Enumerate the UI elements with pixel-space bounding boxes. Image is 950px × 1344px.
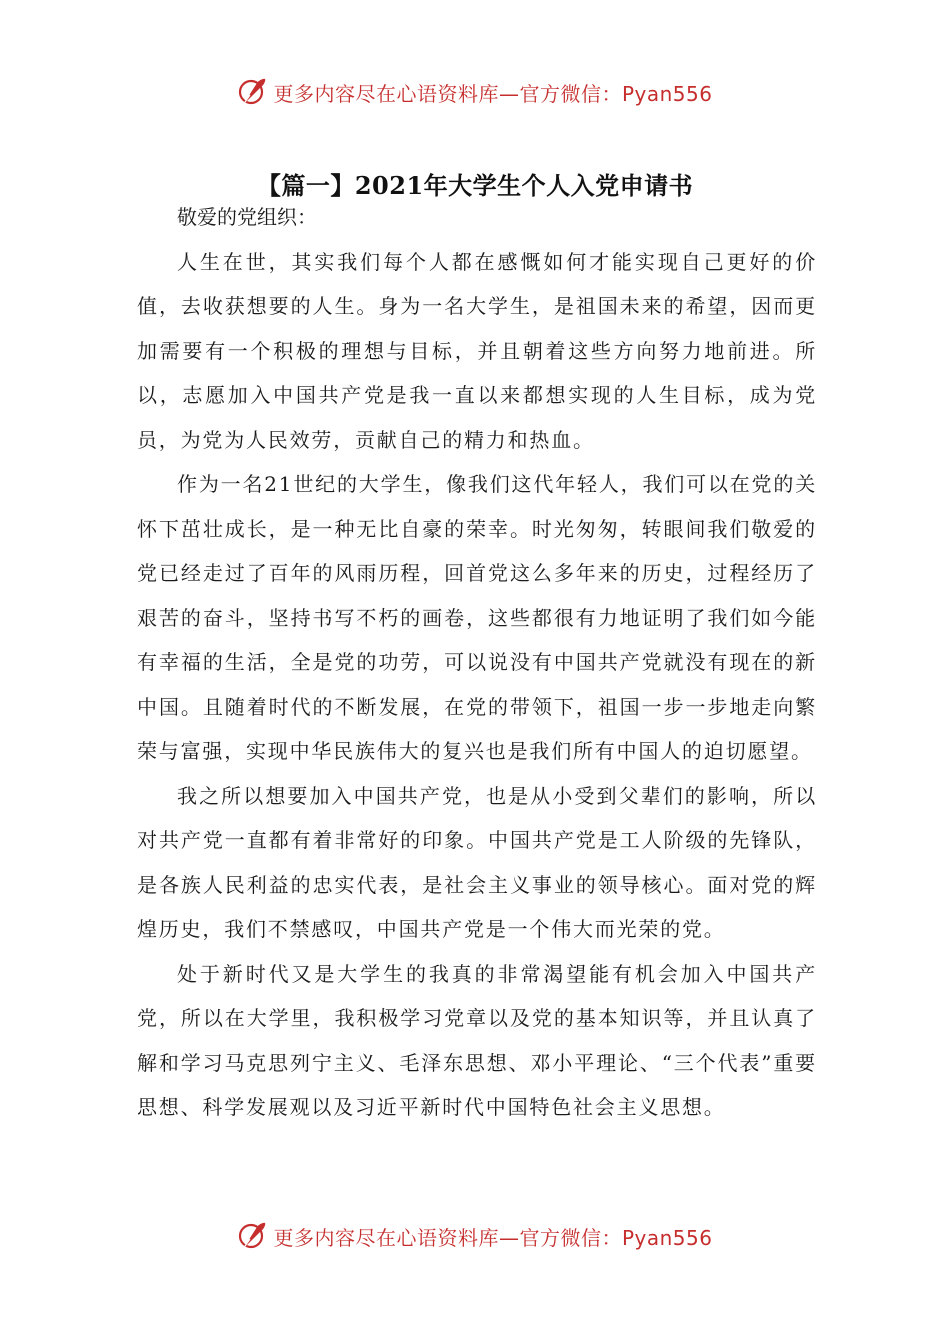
document-body [137, 195, 817, 1130]
paragraph-4: 处于新时代又是大学生的我真的非常渴望能有机会加入中国共产党，所以在大学里，我积极学习党章以及党的基本知识等，并且认真了解和学习马克思列宁主义、毛泽东思想、邓小平理论、“三个代表”重要思想、科学发展观以及习近平新时代中国特色社会主义思想。 [137, 961, 817, 1119]
footer-banner-text: 更多内容尽在心语资料库—官方微信：Pyan556 [273, 1225, 713, 1250]
paragraph-2: 作为一名21世纪的大学生，像我们这代年轻人，我们可以在党的关怀下茁壮成长，是一种无比自豪的荣幸。时光匆匆，转眼间我们敬爱的党已经走过了百年的风雨历程，回首党这么多年来的历史，过程经历了艰苦的奋斗，坚持书写不朽的画卷，这些都很有力地证明了我们如今能有幸福的生活，全是党的功劳，可以说没有中国共产党就没有现在的新中国。且随着时代的不断发展，在党的带领下，祖国一步一步地走向繁荣与富强，实现中华民族伟大的复兴也是我们所有中国人的迫切愿望。 [137, 472, 817, 763]
paragraph-1: 人生在世，其实我们每个人都在感慨如何才能实现自己更好的价值，去收获想要的人生。身为一名大学生，是祖国未来的希望，因而更加需要有一个积极的理想与目标，并且朝着这些方向努力地前进。所以，志愿加入中国共产党是我一直以来都想实现的人生目标，成为党员，为党为人民效劳，贡献自己的精力和热血。 [137, 249, 817, 452]
quill-pen-logo-icon [237, 1219, 267, 1253]
footer-banner [0, 1214, 950, 1258]
header-banner-text: 更多内容尽在心语资料库—官方微信：Pyan556 [273, 81, 713, 106]
document-title: 【篇一】2021年大学生个人入党申请书 [256, 171, 694, 201]
paragraph-3: 我之所以想要加入中国共产党，也是从小受到父辈们的影响，所以对共产党一直都有着非常好的印象。中国共产党是工人阶级的先锋队，是各族人民利益的忠实代表，是社会主义事业的领导核心。面对党的辉煌历史，我们不禁感叹，中国共产党是一个伟大而光荣的党。 [137, 783, 817, 941]
salutation: 敬爱的党组织： [177, 205, 317, 229]
header-banner [0, 70, 950, 114]
quill-pen-logo-icon [237, 75, 267, 109]
